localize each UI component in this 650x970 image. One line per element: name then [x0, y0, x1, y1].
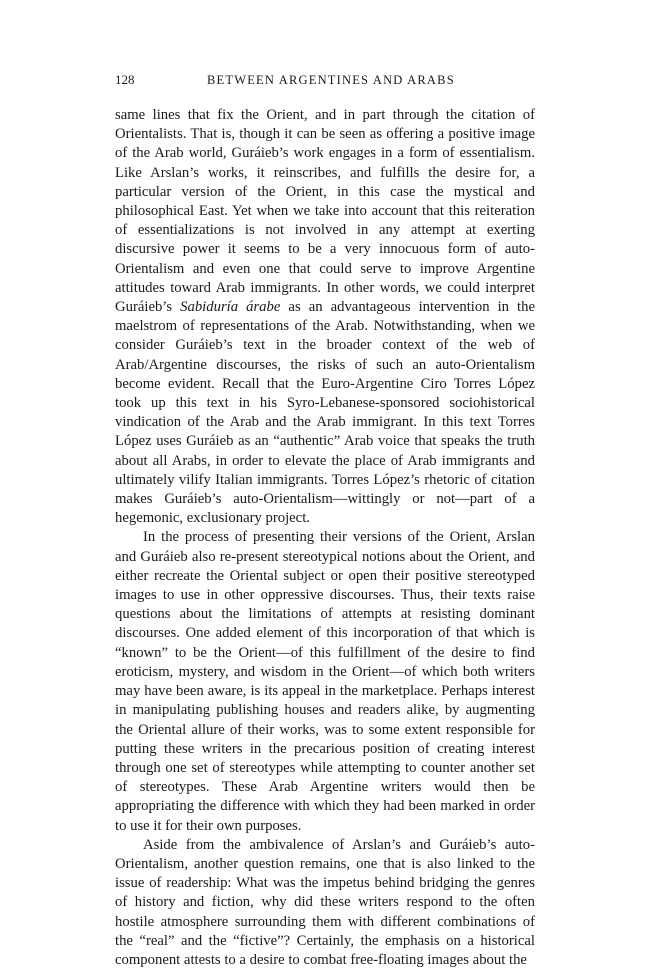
book-page	[115, 72, 535, 970]
paragraph: In the process of presenting their versions of the Orient, Arslan and Guráieb also re-present stereotypical notions about the Orient, and either recreate the Oriental subject or open their positive stereotyped images to use in other oppressive discourses. Thus, their texts raise questions about the limitations of attempts at resisting dominant discourses. One added element of this incorporation of that which is “known” to be the Orient—of this fulfillment of the desire to find eroticism, mystery, and wisdom in the Orient—of which both writers may have been aware, is its appeal in the marketplace. Perhaps interest in manipulating publishing houses and readers alike, by augmenting the Oriental allure of their works, was to some extent responsible for putting these writers in the precarious position of creating interest through one set of stereotypes while attempting to counter another set of stereotypes. These Arab Argentine writers would then be appropriating the difference with which they had been marked in order to use it for their own purposes.	[115, 529, 535, 834]
running-title: BETWEEN ARGENTINES AND ARABS	[207, 73, 455, 87]
running-header	[115, 72, 535, 94]
book-title-italic: Sabiduría árabe	[180, 299, 281, 316]
paragraph-text: same lines that fix the Orient, and in part through the citation of Orientalists. That is, though it can be seen as offering a positive image of the Arab world, Guráieb’s work engages in a form of essentialism. Like Arslan’s works, it reinscribes, and fulfills the desire for, a particular version of the Orient, in this case the mystical and philosophical East. Yet when we take into account that this reiteration of essentializations is not involved in any attempt at exerting discursive power it seems to be a very innocuous form of auto-Orientalism and even one that could serve to improve Argentine attitudes toward Arab immigrants. In other words, we could interpret Guráieb’s	[115, 107, 535, 316]
body-text	[115, 106, 535, 970]
page-number: 128	[115, 72, 135, 87]
paragraph: Aside from the ambivalence of Arslan’s and Guráieb’s auto-Orientalism, another question remains, one that is also linked to the issue of readership: What was the impetus behind bridging the genres of history and fiction, why did these writers respond to the often hostile atmosphere surrounding them with different combinations of the “real” and the “fictive”? Certainly, the emphasis on a historical component attests to a desire to combat free-floating images about the	[115, 836, 535, 968]
paragraph-text: as an advantageous intervention in the maelstrom of representations of the Arab. Notwithstanding, when we consider Guráieb’s text in the broader context of the web of Arab/Argentine discourses, the risks of such an auto-Orientalism become evident. Recall that the Euro-Argentine Ciro Torres López took up this text in his Syro-Lebanese-sponsored sociohistorical vindication of the Arab and the Arab immigrant. In this text Torres López uses Guráieb as an “authentic” Arab voice that speaks the truth about all Arabs, in order to elevate the place of Arab immigrants and ultimately vilify Italian immigrants. Torres López’s rhetoric of citation makes Guráieb’s auto-Orientalism—wittingly or not—part of a hegemonic, exclusionary project.	[115, 299, 535, 527]
paragraph-continuation	[115, 106, 535, 528]
